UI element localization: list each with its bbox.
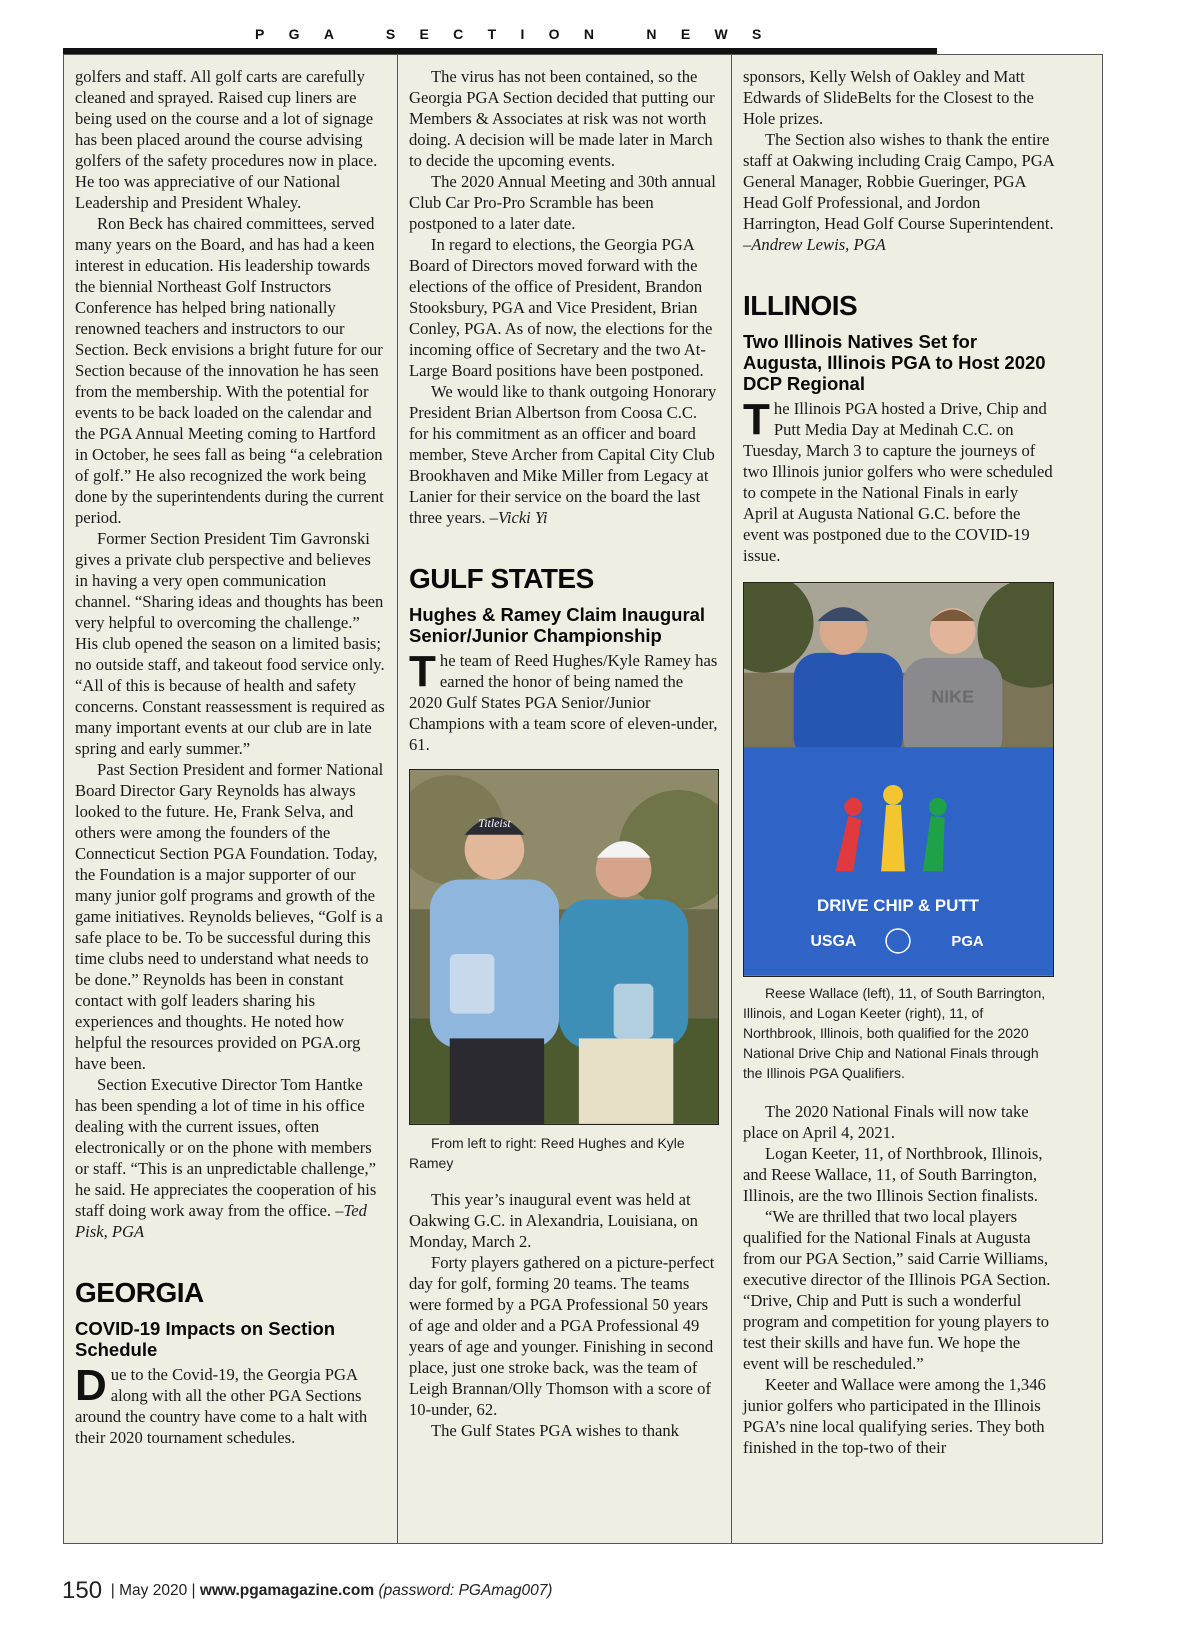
article-headline: COVID-19 Impacts on Section Schedule [75,1318,336,1360]
body-paragraph: The Gulf States PGA wishes to thank [431,1421,679,1440]
running-head: PGA SECTION NEWS [255,26,786,42]
lead-paragraph [743,395,1054,566]
drop-cap: D [75,1361,107,1410]
column-2 [409,66,719,1441]
lead-text: he Illinois PGA hosted a Drive, Chip and Putt Media Day at Medinah C.C. on Tuesday, March 3 to capture the journeys of two Illinois junior golfers who were scheduled to compete in the National Finals in early April at Augusta National G.C. before the event was postponed due to the COVID-19 issue. [743,399,1053,565]
column-divider [731,54,732,1544]
lead-text: ue to the Covid-19, the Georgia PGA along with all the other PGA Sections around the country have come to a halt with their 2020 tournament schedules. [75,1365,368,1447]
pga-logo: PGA [951,933,984,950]
photo-dcp-finalists [743,582,1054,977]
body-paragraph: The virus has not been contained, so the Georgia PGA Section decided that putting our Members & Associates at risk was not worth doing. A decision will be made later in March to decide the upcoming events. [409,67,715,170]
page-number: 150 [62,1577,103,1604]
body-paragraph: This year’s inaugural event was held at Oakwing G.C. in Alexandria, Louisiana, on Monday, March 2. [409,1190,698,1251]
photo-hughes-ramey [409,769,719,1125]
body-paragraph: “We are thrilled that two local players qualified for the National Finals at Augusta from our PGA Section,” said Carrie Williams, executive director of the Illinois PGA Section. “Drive, Chip and Putt is such a wonderful program and competition for young players to test their skills and have fun. We hope the event will be rescheduled.” [743,1207,1051,1373]
body-paragraph: Forty players gathered on a picture-perfect day for golf, forming 20 teams. The teams were formed by a PGA Professional 50 years of age and older and a PGA Professional 49 years of age and younger. Finishing in second place, just one stroke back, was the team of Leigh Brannan/Olly Thomson with a score of 10-under, 62. [409,1253,715,1419]
shirt-logo: NIKE [931,686,975,707]
body-paragraph [75,1074,385,1242]
column-1 [75,66,385,1448]
body-text: The Section also wishes to thank the entire staff at Oakwing including Craig Campo, PGA General Manager, Robbie Gueringer, PGA Head Golf Professional, and Jordon Harrington, Head Golf Course Superintendent. [743,130,1054,233]
body-paragraph: golfers and staff. All golf carts are carefully cleaned and sprayed. Raised cup liners are being used on the course and a lot of signage has been placed around the course advising golfers of the safety procedures now in place. He too was appreciative of our National Leadership and President Whaley. [75,67,378,212]
body-paragraph: In regard to elections, the Georgia PGA Board of Directors moved forward with the elections of the office of President, Brandon Stooksbury, PGA and Vice President, Brian Conley, PGA. As of now, the elections for the incoming office of Secretary and the two At-Large Board positions have been postponed. [409,235,713,380]
byline: –Andrew Lewis, PGA [743,235,886,254]
body-text: Section Executive Director Tom Hantke has been spending a lot of time in his office dealing with the current issues, often electronically or on the phone with members or staff. “This is an unpredictable challenge,” he said. He appreciates the cooperation of his staff doing work away from the office. [75,1075,377,1220]
banner-title: DRIVE CHIP & PUTT [817,896,979,916]
byline: –Vicki Yi [489,508,548,527]
article-headline: Two Illinois Natives Set for Augusta, Illinois PGA to Host 2020 DCP Regional [743,331,1046,394]
website-link[interactable]: www.pgamagazine.com [199,1582,375,1599]
body-paragraph: The 2020 National Finals will now take place on April 4, 2021. [743,1102,1029,1142]
body-paragraph [409,381,719,528]
section-heading-illinois: ILLINOIS [743,290,858,321]
article-headline: Hughes & Ramey Claim Inaugural Senior/Junior Championship [409,604,706,646]
body-paragraph: Past Section President and former National Board Director Gary Reynolds has always looked to the future. He, Frank Selva, and others were among the founders of the Connecticut Section PGA Foundation. Today, the Foundation is a major supporter of our many junior golf programs and growth of the game initiatives. Reynolds believes, “Golf is a safe place to be. To be successful during this time clubs need to understand what needs to be done.” Reynolds has been in constant contact with golf leaders sharing his experiences and thoughts. He noted how helpful the resources provided on PGA.org have been. [75,760,384,1073]
password-note: (password: PGAmag007) [378,1582,553,1599]
drop-cap: T [743,395,770,444]
lead-text: he team of Reed Hughes/Kyle Ramey has earned the honor of being named the 2020 Gulf States PGA Senior/Junior Champions with a team score of eleven-under, 61. [409,651,718,754]
body-paragraph: The 2020 Annual Meeting and 30th annual Club Car Pro-Pro Scramble has been postponed to a later date. [409,172,716,233]
body-paragraph [743,129,1054,255]
section-heading-georgia: GEORGIA [75,1277,204,1308]
issue-date: May 2020 [119,1582,188,1599]
lead-paragraph [409,647,719,755]
body-paragraph: Logan Keeter, 11, of Northbrook, Illinois, and Reese Wallace, 11, of South Barrington, Illinois, are the two Illinois Section finalists. [743,1144,1043,1205]
body-paragraph: sponsors, Kelly Welsh of Oakley and Matt Edwards of SlideBelts for the Closest to the Hole prizes. [743,67,1034,128]
page-footer: 150 | May 2020 | www.pgamagazine.com (password: PGAmag007) [62,1577,553,1604]
column-divider [397,54,398,1544]
byline: –Ted Pisk, PGA [75,1201,367,1241]
hat-logo: Titleist [478,815,511,830]
photo-caption: From left to right: Reed Hughes and Kyle Ramey [409,1135,685,1171]
lead-paragraph [75,1361,385,1448]
photo-caption: Reese Wallace (left), 11, of South Barrington, Illinois, and Logan Keeter (right), 11, of Northbrook, Illinois, both qualified for the 2020 National Drive Chip and National Finals through the Illinois PGA Qualifiers. [743,985,1046,1081]
body-paragraph: Keeter and Wallace were among the 1,346 junior golfers who participated in the Illinois PGA’s nine local qualifying series. They both finished in the top-two of their [743,1375,1046,1457]
body-paragraph: Former Section President Tim Gavronski gives a private club perspective and believes in having a very open communication channel. “Sharing ideas and thoughts has been very helpful to overcoming the challenge.” His club opened the season on a limited basis; no outside staff, and takeout food service only. “All of this is because of health and safety concerns. Constant reassessment is required as many important events at our club are in late spring and early summer.” [75,529,385,758]
drop-cap: T [409,647,436,696]
body-paragraph: Ron Beck has chaired committees, served many years on the Board, and has had a keen interest in education. His leadership towards the biennial Northeast Golf Instructors Conference has helped bring nationally renowned teachers and instructors to our Section. Beck envisions a bright future for our Section because of the innovation he has seen from the membership. With the potential for events to be back loaded on the calendar and the PGA Annual Meeting coming to Hartford in October, he sees fall as being “a celebration of golf.” He also recognized the work being done by the superintendents during the current period. [75,214,384,527]
body-text: We would like to thank outgoing Honorary President Brian Albertson from Coosa C.C. for his commitment as an officer and board member, Steve Archer from Capital City Club Brookhaven and Mike Miller from Legacy at Lanier for their service on the board the last three years. [409,382,717,527]
section-heading-gulf-states: GULF STATES [409,563,594,594]
usga-logo: USGA [810,932,857,950]
column-3 [743,66,1054,1458]
